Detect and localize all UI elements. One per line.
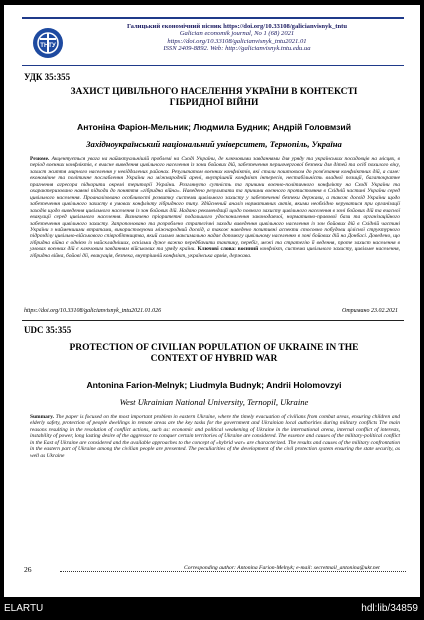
journal-title-ua: Галицький економічний вісник https://doi.org/10.33108/galicianvisnyk_tntu <box>127 23 347 30</box>
affiliation-ua: Західноукраїнський національний університет, Тернопіль, Україна <box>86 139 342 149</box>
udk-code: УДК 35:355 <box>24 72 71 82</box>
article-title-ua <box>44 87 384 109</box>
authors-ua: Антоніна Фаріон-Мельник; Людмила Будник; Андрій Головмзий <box>76 122 351 132</box>
authors-en: Antonina Farion-Melnyk; Liudmyla Budnyk; Andrii Holomovzyi <box>86 380 342 390</box>
title-en-line2: CONTEXT OF HYBRID WAR <box>150 354 278 364</box>
article-title-en <box>34 343 394 365</box>
header-rule-bottom <box>22 65 404 66</box>
summary-en <box>30 414 400 459</box>
article-doi-link[interactable]: https://doi.org/10.33108/galicianvisnyk_tntu2021.01.026 <box>24 308 162 314</box>
repository-watermark: ELARTU <box>4 603 44 614</box>
journal-doi: https://doi.org/10.33108/galicianvisnyk_tntu2021.01 <box>167 37 307 45</box>
received-date: Отримано 23.02.2021 <box>342 308 398 314</box>
title-ua-line1: ЗАХИСТ ЦИВІЛЬНОГО НАСЕЛЕННЯ УКРАЇНИ В КОНТЕКСТІ <box>70 87 358 97</box>
keywords-ua-label: Ключові слова: <box>197 246 236 253</box>
keywords-ua-text: конфлікт, система цивільного захисту, цивільне населення, гібридна війна, бойові дії, евакуація, безпека, внутрішній конфлікт, українська армія, держава. <box>30 246 400 259</box>
header-rule-top <box>22 17 404 19</box>
title-en-line1: PROTECTION OF CIVILIAN POPULATION OF UKRAINE IN THE <box>69 343 359 353</box>
summary-en-label: Summary. <box>30 414 55 420</box>
abstract-ua-label: Резюме. <box>30 156 50 162</box>
footer-dotted-rule <box>60 571 406 572</box>
abstract-ua <box>30 156 400 259</box>
section-divider <box>22 320 404 321</box>
title-ua-line2: ГІБРИДНОЇ ВІЙНИ <box>169 98 259 108</box>
university-logo-icon <box>32 27 64 59</box>
udc-code: UDC 35:355 <box>24 325 72 335</box>
page-number: 26 <box>24 565 32 574</box>
doi-row <box>24 308 404 320</box>
document-page <box>4 5 420 597</box>
summary-en-text: The paper is focused on the most important problem in eastern Ukraine, where the timely evacuation of civilians from combat areas, ensuring children and elderly safety, protection of people dwellings in remote areas are the key tasks for the government and Ukrainian local authorities during military conflicts The main reasons resulting in the resolution of conflict actions, such as: economic and political weakening of Ukraine in the international arena, internal conflict of interests, instability of power, long lasting desire of the aggressor to conquer certain territories of Ukraine are considered. The essence and causes of the military-political conflict in the East of Ukraine are considered and the available approaches to the concept of «hybrid war» are characterized. The results and causes of the military confrontation in the eastern part of Ukraine among the civilian people are presented. The peculiarities of the development of the civil protection system ensuring the state security, as well as Ukraine <box>30 414 401 459</box>
affiliation-en: West Ukrainian National University, Ternopil, Ukraine <box>119 397 309 407</box>
journal-issn: ISSN 2409-8892. Web: http://galicianvisnyk.tntu.edu.ua <box>163 45 311 53</box>
keywords-ua-bold: воєнний <box>237 246 259 253</box>
logo-text: ТНТУ <box>40 43 56 49</box>
journal-header <box>62 23 412 53</box>
handle-watermark: hdl:lib/34859 <box>361 603 418 614</box>
corresponding-author: Corresponding author: Antonina Farion-Melnyk; e-mail: secretmail_antonina@ukr.net <box>184 565 380 571</box>
abstract-ua-text: Акцентується увага на найактуальнішій проблемі на Сході України, де ключовими завданнями для уряду та українських посадовців на місцях, в період воєнних конфліктів, є вчасне виведення цивільного населення із зони бойових дій, забезпечення першочергової безпеки для дітей та осіб похилого віку, захист життя мирного населення у невіддалених районах. Результатом воєнних конфліктів, які стали поштовхом до розв'язання конфліктних дій, а саме: економічне та політичне послаблення України на міжнародній арені, внутрішній конфлікт інтересів, нестабільність владної позиції, багатократне прагнення агресора підкорити окремі території України. Розглянуто сутність та причини воєнно-політичного конфлікту на Сході України та охарактеризовано наявні підходи до поняття «гібридна війна». Наведено результати та причини воєнного протистояння в Східній частині України серед цивільного населення. Проаналізовано особливості розвитку системи цивільного захисту у забезпеченні безпеки держави, а також досвід України щодо забезпечення цивільного захисту в умовах конфлікту гібридного типу. Здійснений аналіз нормативних актів, якими необхідно керуватися при організації заходів щодо виведення цивільного населення із зон бойових дій. Надано рекомендації щодо повного захисту цивільного населення в зоні бойових дій та вчасної евакуації серед цивільного населення. Визначено пріоритетні подальшого удосконалення законодавчої, нормативно-правової бази та організаційного забезпечення цивільного захисту. Запропоновано та розроблено стратегічні заходи виведення цивільного населення із зон бойових дій в Східній частині України з найменшими втратами, використовуючи міжнародний досвід, а також наведено позитивні аспекти стосовно побудови цілісної структурного підрозділу цивільно-військового співробітництва, який сильно максимально надає допомогу цивільному населенню в зоні бойових дій на Донбасі. Доведено, що гібридна війна є однією із найскладніших, оскільки дуже важко передбачити тактику, перебіг, межі та стратегію її ведення, проте захист населення в умовах воєнних дій є ключовим завданням військових та уряду країни. <box>30 156 401 253</box>
journal-title-en: Galician economik journal, No 1 (68) 2021 <box>179 30 295 38</box>
